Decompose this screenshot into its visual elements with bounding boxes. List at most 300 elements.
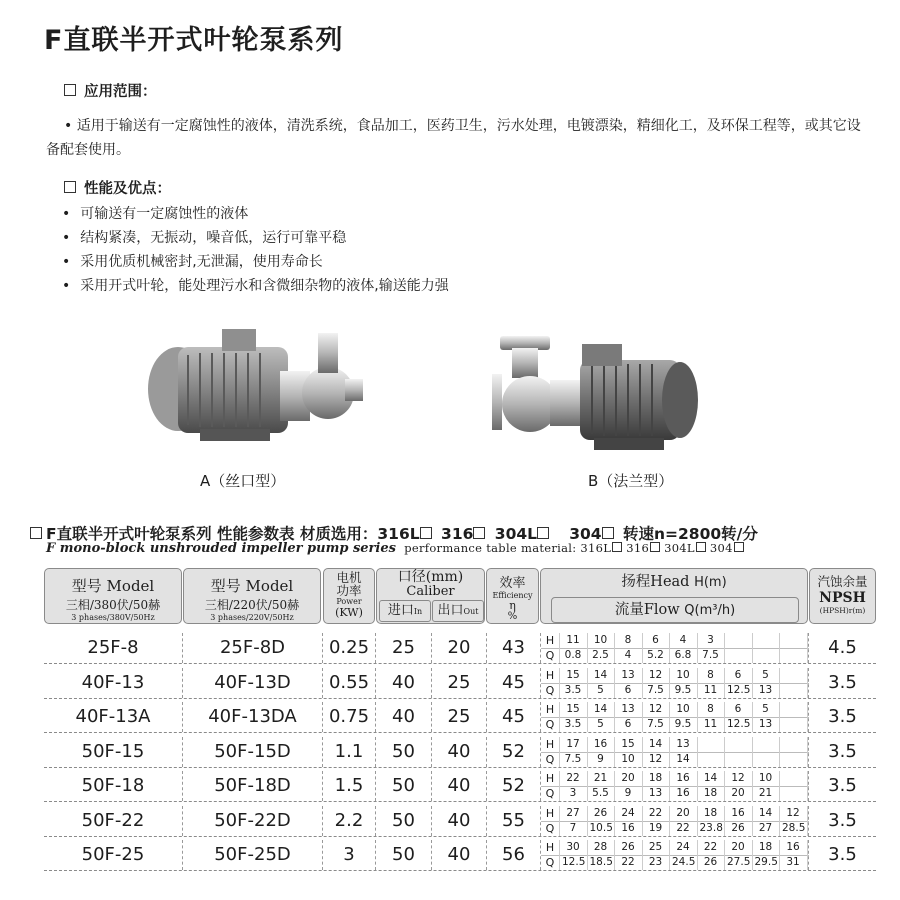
head-value: 5	[762, 668, 769, 681]
grid-divider	[669, 668, 670, 698]
grid-divider	[587, 840, 588, 870]
grid-divider	[752, 737, 753, 767]
head-value: 16	[731, 806, 745, 819]
grid-divider	[752, 702, 753, 732]
flow-value: 9	[624, 787, 632, 799]
model-380-cell: 40F-13A	[75, 706, 151, 727]
head-value: 8	[707, 668, 714, 681]
grid-divider	[807, 771, 808, 801]
head-value: 18	[648, 772, 663, 784]
flow-row-label: Q	[545, 649, 555, 662]
head-value: 17	[566, 737, 580, 750]
outlet-cell: 40	[447, 809, 471, 831]
checkbox-icon	[696, 542, 706, 552]
flow-value: 11	[703, 683, 718, 696]
head-row-label: H	[545, 703, 555, 716]
header-power-en: Power	[336, 597, 362, 606]
grid-divider	[807, 668, 808, 698]
grid-divider	[697, 840, 698, 870]
grid-divider	[559, 806, 560, 836]
head-flow-grid	[541, 771, 809, 801]
power-cell: 0.25	[328, 637, 370, 658]
flow-value: 31	[786, 856, 800, 868]
grid-divider	[669, 633, 670, 663]
grid-divider	[779, 668, 780, 698]
head-value: 6	[652, 634, 659, 646]
head-value: 25	[648, 841, 663, 853]
efficiency-cell: 45	[502, 706, 525, 727]
table-row	[44, 806, 876, 837]
grid-divider	[807, 702, 808, 732]
efficiency-cell: 45	[502, 671, 525, 693]
header-caliber-en: Caliber	[406, 584, 455, 599]
head-value: 10	[676, 703, 690, 715]
head-value: 11	[566, 634, 580, 646]
head-value: 10	[593, 634, 608, 646]
flow-value: 13	[758, 683, 773, 696]
header-model-380-en: 3 phases/380V/50Hz	[71, 613, 155, 622]
flow-value: 7.5	[647, 683, 664, 696]
head-value: 8	[707, 703, 714, 715]
flow-row-label: Q	[545, 821, 555, 835]
model-220-cell: 50F-22D	[214, 809, 291, 831]
head-value: 16	[786, 841, 800, 853]
grid-divider	[697, 771, 698, 801]
flow-value: 6	[624, 718, 632, 730]
inlet-cell: 50	[392, 740, 415, 762]
flow-value: 4	[624, 649, 632, 661]
grid-divider	[779, 806, 780, 836]
model-220-cell: 50F-18D	[214, 775, 291, 796]
model-380-cell: 40F-13	[81, 671, 145, 693]
header-power-cn2: 功率	[336, 583, 362, 598]
head-value: 4	[679, 634, 687, 646]
head-flow-grid	[541, 668, 809, 698]
grid-divider	[724, 668, 725, 698]
header-efficiency-sym: η	[509, 599, 516, 612]
grid-divider	[752, 633, 753, 663]
table-row	[44, 737, 876, 768]
header-flow-unit: Q(m³/h)	[684, 603, 736, 618]
header-efficiency-en: Efficiency	[492, 591, 533, 600]
material-304-en: 304	[709, 541, 733, 555]
flow-value: 5.2	[647, 649, 664, 661]
grid-divider	[587, 668, 588, 698]
flow-value: 9.5	[674, 718, 692, 730]
outlet-cell: 40	[447, 844, 471, 865]
head-row-label: H	[545, 668, 555, 682]
header-power	[323, 568, 375, 624]
flow-value: 27.5	[727, 856, 751, 868]
flow-value: 9.5	[674, 683, 692, 696]
flow-value: 22	[676, 821, 690, 834]
head-value: 14	[648, 737, 663, 750]
head-value: 13	[621, 668, 635, 681]
header-head-unit: H(m)	[694, 575, 727, 590]
flow-value: 18	[703, 787, 718, 799]
grid-divider	[779, 737, 780, 767]
head-value: 28	[593, 841, 608, 853]
grid-divider	[669, 771, 670, 801]
header-npsh-cn: 汽蚀余量	[817, 574, 868, 589]
header-head-cn: 扬程Head	[621, 574, 690, 590]
head-value: 12	[648, 668, 663, 681]
checkbox-icon	[602, 527, 614, 539]
feature-item: • 采用开式叶轮，能处理污水和含微细杂物的液体,输送能力强	[62, 274, 449, 298]
flow-value: 14	[676, 752, 690, 765]
grid-divider	[614, 771, 615, 801]
grid-divider	[724, 840, 725, 870]
head-value: 15	[566, 703, 580, 715]
power-cell: 1.5	[334, 775, 364, 796]
grid-divider	[669, 702, 670, 732]
grid-divider	[724, 633, 725, 663]
flow-value: 13	[648, 787, 663, 799]
grid-divider	[724, 771, 725, 801]
head-row-label: H	[545, 841, 555, 854]
grid-divider	[614, 806, 615, 836]
grid-divider	[642, 806, 643, 836]
material-316: 316	[441, 525, 474, 543]
outlet-cell: 25	[447, 671, 471, 693]
pump-b-image	[490, 330, 705, 460]
grid-divider	[642, 702, 643, 732]
grid-divider	[779, 771, 780, 801]
flow-value: 23.8	[699, 821, 723, 834]
grid-divider	[614, 633, 615, 663]
flow-row-label: Q	[545, 787, 555, 800]
flow-row-label: Q	[545, 856, 555, 869]
header-model-220-sub: 三相/220伏/50赫	[204, 598, 300, 612]
header-npsh-unit: (HPSH)r(m)	[819, 606, 866, 615]
flow-value: 24.5	[672, 856, 696, 868]
header-efficiency-unit: %	[507, 611, 518, 622]
header-power-cn1: 电机	[336, 570, 362, 585]
head-value: 16	[676, 772, 690, 784]
model-220-cell: 40F-13DA	[208, 706, 297, 727]
inlet-cell: 50	[392, 775, 415, 796]
grid-divider	[587, 737, 588, 767]
header-inlet-en: In	[413, 607, 423, 616]
flow-value: 27	[758, 821, 773, 834]
head-row-label: H	[545, 806, 555, 820]
header-efficiency	[486, 568, 539, 624]
application-body: 适用于输送有一定腐蚀性的液体，清洗系统，食品加工，医药卫生，污水处理，电镀漂染，精细化工，及环保工程等，或其它设备配套使用。	[46, 118, 861, 158]
grid-divider	[752, 668, 753, 698]
grid-divider	[724, 737, 725, 767]
grid-divider	[669, 737, 670, 767]
model-220-cell: 40F-13D	[214, 671, 291, 693]
head-value: 18	[758, 841, 773, 853]
grid-divider	[642, 840, 643, 870]
header-model-380-sub: 三相/380伏/50赫	[65, 598, 161, 612]
flow-value: 23	[648, 856, 663, 868]
model-220-cell: 50F-15D	[214, 740, 291, 762]
grid-divider	[697, 668, 698, 698]
model-220-cell: 50F-25D	[214, 844, 291, 865]
grid-divider	[807, 806, 808, 836]
grid-divider	[779, 702, 780, 732]
grid-divider	[614, 737, 615, 767]
table-row	[44, 840, 876, 871]
flow-value: 7.5	[564, 752, 582, 765]
flow-value: 3	[569, 787, 577, 799]
flow-row-label: Q	[545, 683, 555, 697]
flow-value: 19	[648, 821, 663, 834]
checkbox-icon	[650, 542, 660, 552]
model-380-cell: 50F-18	[81, 775, 145, 796]
grid-divider	[559, 737, 560, 767]
power-cell: 2.2	[334, 809, 364, 831]
head-value: 30	[566, 841, 580, 853]
grid-divider	[614, 840, 615, 870]
flow-value: 20	[731, 787, 745, 799]
head-value: 22	[566, 772, 580, 784]
grid-divider	[697, 702, 698, 732]
head-value: 12	[786, 806, 800, 819]
head-value: 10	[676, 668, 690, 681]
flow-value: 26	[731, 821, 745, 834]
flow-value: 13	[758, 718, 773, 730]
pump-a-caption: A（丝口型）	[200, 472, 286, 490]
head-value: 24	[676, 841, 690, 853]
grid-divider	[669, 806, 670, 836]
checkbox-icon	[734, 542, 744, 552]
head-value: 20	[676, 806, 690, 819]
grid-divider	[779, 633, 780, 663]
table-title-en: F mono-block unshrouded impeller pump series	[46, 541, 396, 556]
head-value: 16	[593, 737, 608, 750]
flow-value: 16	[621, 821, 635, 834]
head-value: 18	[703, 806, 718, 819]
head-flow-grid	[541, 702, 809, 732]
flow-value: 5	[597, 718, 604, 730]
grid-divider	[752, 806, 753, 836]
npsh-cell: 3.5	[828, 671, 857, 693]
grid-divider	[697, 633, 698, 663]
head-value: 13	[676, 737, 690, 750]
head-value: 13	[621, 703, 635, 715]
pump-a-image	[140, 325, 370, 455]
features-heading	[64, 177, 171, 198]
power-cell: 3	[343, 844, 355, 865]
grid-divider	[642, 737, 643, 767]
inlet-cell: 25	[392, 637, 415, 658]
head-value: 26	[621, 841, 635, 853]
power-cell: 0.55	[328, 671, 370, 693]
header-flow-cn: 流量Flow	[614, 602, 680, 618]
head-value: 22	[703, 841, 718, 853]
grid-divider	[642, 668, 643, 698]
checkbox-icon	[473, 527, 485, 539]
grid-divider	[779, 840, 780, 870]
head-value: 10	[758, 772, 773, 784]
header-power-unit: (KW)	[335, 606, 363, 619]
checkbox-icon	[612, 542, 622, 552]
npsh-cell: 4.5	[828, 637, 857, 658]
header-inlet	[379, 600, 431, 622]
efficiency-cell: 52	[502, 740, 525, 762]
application-text: • 适用于输送有一定腐蚀性的液体，清洗系统，食品加工，医药卫生，污水处理，电镀漂染，精细化工，及环保工程等，或其它设备配套使用。	[46, 118, 861, 158]
npsh-cell: 3.5	[828, 809, 857, 831]
efficiency-cell: 56	[502, 844, 525, 865]
header-caliber-cn: 口径(mm)	[397, 569, 464, 585]
flow-row-label: Q	[545, 752, 555, 766]
grid-divider	[642, 771, 643, 801]
inlet-cell: 40	[392, 671, 415, 693]
outlet-cell: 40	[447, 775, 471, 796]
header-model-220	[183, 568, 321, 624]
flow-value: 12.5	[727, 718, 751, 730]
grid-divider	[807, 840, 808, 870]
grid-divider	[559, 668, 560, 698]
outlet-cell: 40	[447, 740, 471, 762]
flow-value: 6.8	[674, 649, 692, 661]
grid-divider	[587, 806, 588, 836]
page-title: F直联半开式叶轮泵系列	[44, 25, 344, 56]
grid-divider	[587, 771, 588, 801]
head-row-label: H	[545, 737, 555, 751]
head-value: 14	[758, 806, 773, 819]
table-row	[44, 668, 876, 699]
flow-value: 10.5	[589, 821, 613, 834]
head-flow-grid	[541, 737, 809, 767]
flow-value: 6	[624, 683, 632, 696]
grid-divider	[807, 737, 808, 767]
material-316-en: 316	[626, 541, 650, 555]
efficiency-cell: 43	[502, 637, 525, 658]
flow-value: 7.5	[702, 649, 719, 661]
head-row-label: H	[545, 772, 555, 785]
speed-label: 转速n=2800转/分	[623, 525, 758, 543]
inlet-cell: 50	[392, 809, 415, 831]
application-heading-text: 应用范围：	[84, 84, 157, 100]
feature-item: • 结构紧凑，无振动，噪音低，运行可靠平稳	[62, 226, 449, 250]
outlet-cell: 25	[447, 706, 471, 727]
power-cell: 1.1	[334, 740, 364, 762]
table-row	[44, 633, 876, 664]
header-outlet-cn: 出口	[437, 603, 464, 618]
header-caliber	[376, 568, 485, 624]
table-title-cn: F直联半开式叶轮泵系列 性能参数表 材质选用：316L	[46, 525, 420, 543]
grid-divider	[669, 840, 670, 870]
npsh-cell: 3.5	[828, 706, 857, 727]
npsh-cell: 3.5	[828, 775, 857, 796]
header-npsh-en: NPSH	[819, 590, 866, 606]
head-flow-grid	[541, 633, 809, 663]
flow-value: 21	[758, 787, 773, 799]
flow-value: 16	[676, 787, 690, 799]
npsh-cell: 3.5	[828, 844, 857, 865]
model-220-cell: 25F-8D	[219, 637, 286, 658]
header-head	[541, 569, 807, 596]
grid-divider	[559, 771, 560, 801]
head-value: 15	[621, 737, 635, 750]
header-head-flow	[540, 568, 808, 624]
head-value: 24	[621, 806, 635, 819]
head-value: 15	[566, 668, 580, 681]
flow-value: 5.5	[592, 787, 609, 799]
head-value: 8	[624, 634, 632, 646]
head-value: 12	[648, 703, 663, 715]
head-value: 6	[734, 703, 742, 715]
head-value: 21	[593, 772, 608, 784]
material-304l: 304L	[494, 525, 538, 543]
flow-value: 0.8	[564, 649, 582, 661]
flow-value: 12	[648, 752, 663, 765]
grid-divider	[559, 840, 560, 870]
head-value: 14	[703, 772, 718, 784]
flow-value: 12.5	[562, 856, 586, 868]
inlet-cell: 50	[392, 844, 415, 865]
head-value: 20	[621, 772, 635, 784]
checkbox-icon	[420, 527, 432, 539]
checkbox-icon	[64, 84, 76, 96]
head-value: 14	[593, 668, 608, 681]
grid-divider	[614, 668, 615, 698]
grid-divider	[697, 806, 698, 836]
flow-value: 10	[621, 752, 635, 765]
flow-value: 5	[597, 683, 604, 696]
efficiency-cell: 52	[502, 775, 525, 796]
features-heading-text: 性能及优点：	[84, 181, 171, 197]
grid-divider	[724, 806, 725, 836]
material-304: 304	[569, 525, 602, 543]
outlet-cell: 20	[447, 637, 471, 658]
model-380-cell: 50F-22	[81, 809, 145, 831]
pump-b-caption: B（法兰型）	[588, 472, 674, 490]
head-value: 3	[707, 634, 714, 646]
head-value: 26	[593, 806, 608, 819]
head-value: 22	[648, 806, 663, 819]
table-material-en: performance table material: 316L	[404, 541, 612, 555]
power-cell: 0.75	[328, 706, 370, 727]
checkbox-icon	[30, 527, 42, 539]
grid-divider	[614, 702, 615, 732]
header-model-220-cn: 型号 Model	[210, 577, 294, 595]
flow-value: 28.5	[782, 821, 806, 834]
npsh-cell: 3.5	[828, 740, 857, 762]
flow-row-label: Q	[545, 718, 555, 731]
flow-value: 29.5	[754, 856, 778, 868]
grid-divider	[587, 702, 588, 732]
feature-item: • 采用优质机械密封,无泄漏，使用寿命长	[62, 250, 449, 274]
efficiency-cell: 55	[502, 809, 525, 831]
table-row	[44, 702, 876, 733]
header-inlet-cn: 进口	[387, 603, 414, 618]
head-value: 20	[731, 841, 745, 853]
material-304l-en: 304L	[664, 541, 695, 555]
head-flow-grid	[541, 840, 809, 870]
grid-divider	[587, 633, 588, 663]
header-npsh	[809, 568, 876, 624]
header-outlet	[432, 600, 484, 622]
grid-divider	[697, 737, 698, 767]
features-list	[62, 202, 449, 298]
head-value: 12	[731, 772, 745, 784]
model-380-cell: 25F-8	[87, 637, 139, 658]
head-value: 5	[762, 703, 769, 715]
flow-value: 12.5	[727, 683, 751, 696]
grid-divider	[752, 840, 753, 870]
flow-value: 22	[621, 856, 635, 868]
flow-value: 26	[703, 856, 718, 868]
header-outlet-en: Out	[463, 607, 479, 616]
flow-value: 11	[703, 718, 718, 730]
feature-item: • 可输送有一定腐蚀性的液体	[62, 202, 449, 226]
checkbox-icon	[64, 181, 76, 193]
head-value: 6	[734, 668, 742, 681]
